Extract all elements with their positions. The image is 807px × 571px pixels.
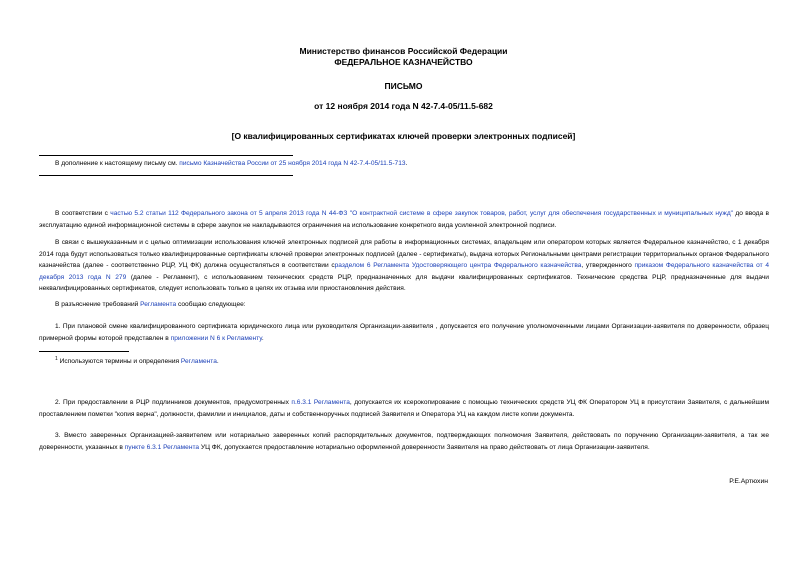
footnote-regulation-link[interactable]: Регламента (180, 358, 217, 366)
footnote-marker: 1 (55, 356, 58, 362)
signature: Р.Е.Артюхин (729, 478, 768, 485)
paragraph-1: В соответствии с частью 5.2 статьи 112 Федерального закона от 5 апреля 2013 года N 44-ФЗ "О контрактной системе в сфере закупок товаров, работ, услуг для обеспечения государственных и муниципальных нужд" до ввода в эксплуатацию единой информационной системы в сфере закупок не накладываются ограничения на использование конкретного вида усиленной электронной подписи. (39, 210, 770, 229)
paragraph-4: 1. При плановой смене квалифицированного сертификата юридического лица или руководителя Организации-заявителя , допускается его получение уполномоченными лицами Организации-заявителя по доверенности, образец примерной формы которой представлен в приложении N 6 к Регламенту. (39, 323, 769, 342)
regulation-link[interactable]: Регламента (140, 301, 177, 308)
note-bottom-rule (39, 175, 293, 176)
footnote: $^1$ Используются термины и определения Регламента. (55, 356, 219, 366)
document-date-number: от 12 ноября 2014 года N 42-7.4-05/11.5-682 (314, 101, 493, 111)
regulation-section-6-link[interactable]: разделом 6 Регламента Удостоверяющего центра Федерального казначейства (334, 262, 582, 269)
paragraph-3: В разъяснение требований Регламента сообщаю следующее: (55, 301, 246, 308)
related-letter-link[interactable]: письмо Казначейства России от 25 ноября 2014 года N 42-7.4-05/11.5-713 (179, 160, 406, 167)
paragraph-2: В связи с вышеуказанным и с целью оптимизации использования ключей электронных подписей для работы в информационных системах, владельцем или оператором которых является Федеральное казначейство, с 1 декабря 2014 года будут использоваться только квалифицированные сертификаты ключей проверки электронных подписей (далее - сертификаты), выдача которых Региональными центрами регистрации территориальных органов Федерального казначейства (далее - соответственно РЦР, УЦ ФК) должна осуществляться в соответствии сразделом 6 Регламента Удостоверяющего центра Федерального казначейства, утвержденного приказом Федерального казначейства от 4 декабря 2013 года N 279 (далее - Регламент), с использованием технических средств РЦР, предназначенных для выдачи квалифицированных сертификатов. Технические средства РЦР, предназначенные для выдачи неквалифицированных сертификатов, следует использовать только в целях их отзыва или приостановления действия. (39, 239, 769, 292)
order-279-link[interactable]: приказом Федерального казначейства от 4 декабря 2013 года N 279 (39, 262, 769, 281)
clause-6-3-1-link[interactable]: п.6.3.1 Регламента (291, 399, 350, 406)
document-type: ПИСЬМО (384, 81, 423, 91)
document-subject: [О квалифицированных сертификатах ключей проверки электронных подписей] (231, 131, 576, 141)
agency-name: ФЕДЕРАЛЬНОЕ КАЗНАЧЕЙСТВО (334, 57, 473, 67)
ministry-name: Министерство финансов Российской Федерации (299, 46, 508, 56)
paragraph-6: 3. Вместо заверенных Организацией-заявителем или нотариально заверенных копий распорядительных документов, подтверждающих полномочия Заявителя, действовать по поручению Организации-заявителя, а так же доверенности, указанных в пункте 6.3.1 Регламента УЦ ФК, допускается предоставление нотариально оформленной доверенности Заявителя на право действовать от лица Организации-заявителя. (39, 432, 769, 451)
footnote-rule (39, 351, 129, 352)
federal-law-44fz-link[interactable]: частью 5.2 статьи 112 Федерального закона от 5 апреля 2013 года N 44-ФЗ "О контрактной системе в сфере закупок товаров, работ, услуг для обеспечения государственных и муниципальных нужд" (110, 210, 734, 217)
paragraph-5: 2. При предоставлении в РЦР подлинников документов, предусмотренных п.6.3.1 Регламента, допускается их ксерокопирование с помощью технических средств УЦ ФК Оператором УЦ в присутствии Заявителя, с дальнейшим проставлением пометки "копия верна", должности, фамилии и инициалов, даты и собственноручных подписей Заявителя и Оператора УЦ на каждом листе копии документа. (39, 399, 770, 418)
appendix-6-link[interactable]: приложении N 6 к Регламенту (170, 334, 262, 342)
note-top-rule (39, 155, 293, 156)
point-6-3-1-link[interactable]: пункте 6.3.1 Регламента (124, 443, 200, 451)
editorial-note: В дополнение к настоящему письму см. письмо Казначейства России от 25 ноября 2014 года N 42-7.4-05/11.5-713. (55, 160, 408, 167)
